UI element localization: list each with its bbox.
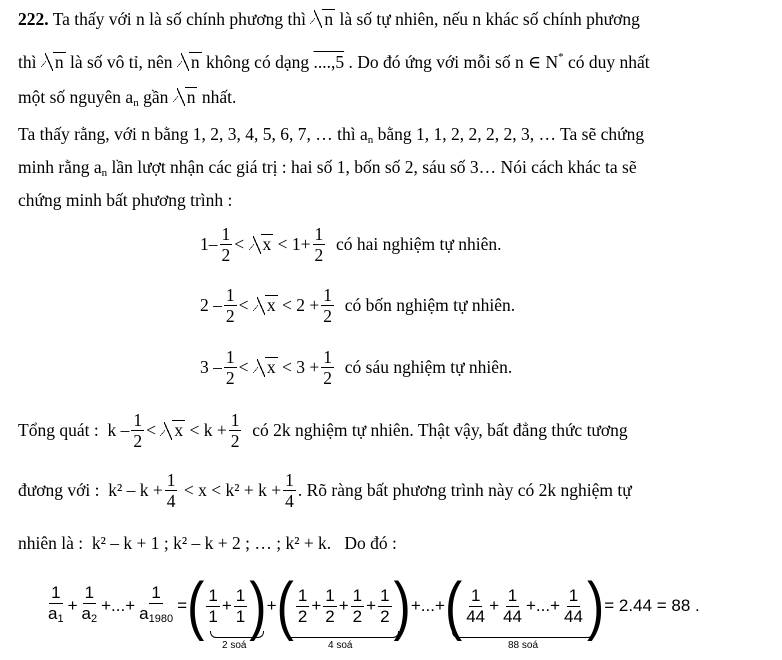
underbrace-group2 bbox=[285, 631, 399, 638]
group2-label: 4 soá bbox=[328, 640, 353, 651]
inequality-2: 2 – $\frac{1}{2}$ < x < 2 + $\frac{1}{2}$ có bốn nghiệm tự nhiên. bbox=[200, 285, 516, 326]
decimal-form: ....,5 bbox=[313, 52, 345, 72]
text: gần bbox=[143, 87, 169, 107]
text: có hai nghiệm tự nhiên. bbox=[336, 234, 502, 254]
text: nhất. bbox=[201, 87, 237, 107]
group1-label: 2 soá bbox=[222, 640, 247, 651]
text: không có dạng bbox=[206, 52, 310, 72]
text: là số vô tỉ, nên bbox=[69, 52, 173, 72]
para2-line1 bbox=[18, 123, 644, 151]
text: Do đó : bbox=[344, 533, 397, 553]
result: = 2.44 = 88 . bbox=[604, 596, 700, 615]
subscript: n bbox=[367, 134, 374, 146]
inequality-3: 3 – $\frac{1}{2}$ < x < 3 + $\frac{1}{2}$ có sáu nghiệm tự nhiên. bbox=[200, 347, 513, 388]
text: là số tự nhiên, nếu n khác số chính phương bbox=[339, 9, 640, 29]
general-inequality: Tổng quát : k – $\frac{1}{2}$ < x < k + $\frac{1}{2}$ có 2k nghiệm tự nhiên. Thật vậy, bất đẳng thức tương bbox=[18, 410, 628, 451]
underbrace-group1 bbox=[210, 631, 264, 638]
sqrt-n: n bbox=[310, 8, 335, 30]
para1-line1 bbox=[18, 8, 640, 30]
para1-line2 bbox=[18, 46, 650, 73]
text: . Rõ ràng bất phương trình này có 2k nghiệm tự bbox=[297, 480, 632, 500]
inequality-1: 1 – $\frac{1}{2}$ < x < 1 + $\frac{1}{2}$ có hai nghiệm tự nhiên. bbox=[200, 224, 502, 265]
sqrt-n: n bbox=[41, 51, 66, 73]
text: có duy nhất bbox=[567, 52, 650, 72]
equivalent-inequality: đương với : k² – k + $\frac{1}{4}$ < x < k² + k + $\frac{1}{4}$ . Rõ ràng bất phương trình này có 2k nghiệm tự bbox=[18, 470, 632, 511]
sqrt-n: n bbox=[177, 51, 202, 73]
text: có bốn nghiệm tự nhiên. bbox=[344, 295, 516, 315]
group3-label: 88 soá bbox=[508, 640, 539, 651]
text: có sáu nghiệm tự nhiên. bbox=[344, 357, 513, 377]
para1-line3 bbox=[18, 86, 236, 114]
label: Tổng quát : bbox=[18, 420, 99, 440]
text: Ta thấy với n là số chính phương thì bbox=[52, 9, 306, 29]
star-superscript: * bbox=[558, 51, 564, 63]
underbrace-group3 bbox=[452, 631, 594, 638]
text: chứng minh bất phương trình : bbox=[18, 190, 233, 210]
text: lần lượt nhận các giá trị : hai số 1, bốn số 2, sáu số 3… Nói cách khác ta sẽ bbox=[111, 157, 637, 177]
text: bằng 1, 1, 2, 2, 2, 2, 3, … Ta sẽ chứng bbox=[377, 124, 645, 144]
text: Ta thấy rằng, với n bằng 1, 2, 3, 4, 5, 6, 7, … thì a bbox=[18, 124, 368, 144]
para2-line3 bbox=[18, 189, 232, 211]
text: thì bbox=[18, 52, 37, 72]
text: minh rằng a bbox=[18, 157, 102, 177]
text: một số nguyên a bbox=[18, 87, 134, 107]
subscript: n bbox=[133, 97, 139, 109]
subscript: n bbox=[101, 167, 108, 179]
solution-list: k² – k + 1 ; k² – k + 2 ; … ; k² + k. bbox=[91, 533, 332, 553]
label: nhiên là : bbox=[18, 533, 84, 553]
label: đương với : bbox=[18, 480, 100, 500]
problem-number: 222. bbox=[18, 9, 49, 29]
solutions-line bbox=[18, 532, 397, 554]
para2-line2 bbox=[18, 156, 637, 184]
text: có 2k nghiệm tự nhiên. Thật vậy, bất đẳng thức tương bbox=[252, 420, 628, 440]
sqrt-n: n bbox=[173, 86, 198, 108]
sum-equation: $\frac{1}{a_1}$ + $\frac{1}{a_2}$ +...+ $\frac{1}{a_{1980}}$ = ( $\frac{1}{1}$ + $\frac{1}{1}$ ) + ( $\frac{1}{2}$ + $\frac{1}{2}$ + $\frac{1}{2}$ + $\frac{1}{2}$ ) +...+ ( $\frac{1}{44}$ + $\frac{1}{44}$ +...+ $\frac{1}{44}$ ) = 2.44 = 88 . bbox=[48, 569, 700, 643]
text: . Do đó ứng với mỗi số n ∈ N bbox=[348, 52, 559, 72]
